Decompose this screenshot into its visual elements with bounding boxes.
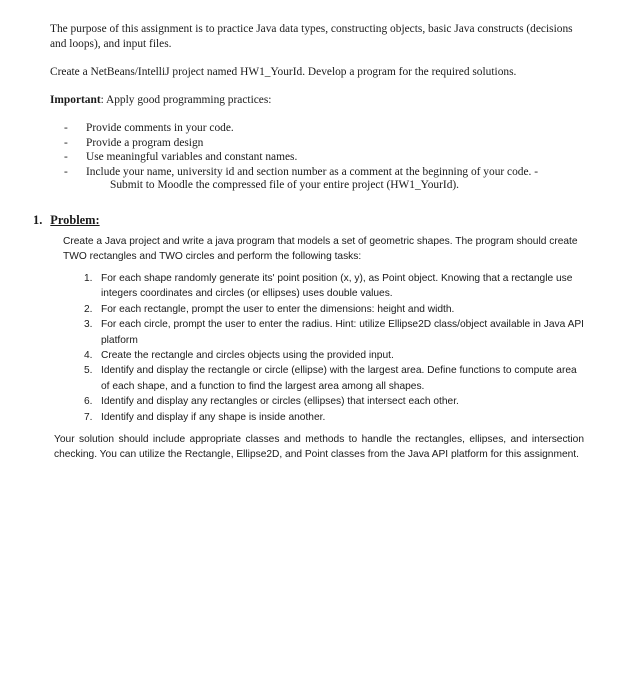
practice-item bbox=[64, 136, 584, 151]
submit-instruction: Submit to Moodle the compressed file of your entire project (HW1_YourId). bbox=[110, 179, 460, 191]
task-text: Identify and display any rectangles or circles (ellipses) that intersect each other. bbox=[101, 396, 459, 408]
task-number: 2. bbox=[84, 303, 93, 315]
solution-paragraph: Your solution should include appropriate classes and methods to handle the rectangles, ellipses, and intersection checking. You can utilize the Rectangle, Ellipse2D, and Point classes from the Java API platform for this assignment. bbox=[54, 434, 584, 461]
practice-item bbox=[64, 121, 584, 136]
task-number: 5. bbox=[84, 365, 93, 377]
task-intro-paragraph: Create a Java project and write a java program that models a set of geometric shapes. The program should create TWO rectangles and TWO circles and perform the following tasks: bbox=[63, 236, 578, 263]
task-text: For each shape randomly generate its' point position (x, y), as Point object. Knowing that a rectangle use integers coordinates and circles (or ellipses) uses double values. bbox=[101, 273, 573, 300]
tasks-list bbox=[84, 271, 584, 425]
bullet-dash: - bbox=[64, 165, 68, 178]
practice-text: Use meaningful variables and constant names. bbox=[86, 151, 298, 163]
important-paragraph bbox=[50, 93, 585, 108]
task-number: 6. bbox=[84, 396, 93, 408]
task-text: Create the rectangle and circles objects using the provided input. bbox=[101, 350, 394, 362]
important-label: Important bbox=[50, 94, 101, 106]
bullet-dash: - bbox=[64, 151, 68, 163]
task-item bbox=[84, 317, 584, 348]
practice-text: Provide a program design bbox=[86, 136, 204, 149]
task-item bbox=[84, 363, 584, 394]
task-text: Identify and display the rectangle or circle (ellipse) with the largest area. Define functions to compute area of each shape, and a function to find the largest area among all shapes. bbox=[101, 365, 577, 392]
create-project-paragraph: Create a NetBeans/IntelliJ project named HW1_YourId. Develop a program for the required solutions. bbox=[50, 66, 517, 78]
task-item bbox=[84, 302, 584, 317]
important-text: : Apply good programming practices: bbox=[100, 94, 272, 106]
task-item bbox=[84, 271, 584, 302]
practice-item bbox=[64, 150, 584, 165]
problem-number: 1. bbox=[33, 213, 43, 227]
task-text: For each rectangle, prompt the user to enter the dimensions: height and width. bbox=[101, 303, 455, 315]
bullet-dash: - bbox=[64, 122, 68, 134]
task-number: 4. bbox=[84, 350, 93, 362]
problem-heading bbox=[33, 213, 100, 228]
intro-paragraph: The purpose of this assignment is to practice Java data types, constructing objects, basic Java constructs (decisions and loops), and input files. bbox=[50, 23, 573, 50]
task-item bbox=[84, 410, 584, 425]
task-number: 3. bbox=[84, 319, 93, 331]
problem-title: Problem: bbox=[50, 213, 100, 227]
task-text: Identify and display if any shape is inside another. bbox=[101, 411, 326, 423]
task-item bbox=[84, 348, 584, 363]
task-text: For each circle, prompt the user to enter the radius. Hint: utilize Ellipse2D class/object available in Java API platform bbox=[101, 319, 585, 346]
task-number: 7. bbox=[84, 411, 93, 423]
task-number: 1. bbox=[84, 273, 93, 284]
practice-text: Include your name, university id and section number as a comment at the beginning of your code. - bbox=[86, 165, 539, 178]
practice-item bbox=[64, 165, 584, 180]
task-item bbox=[84, 394, 584, 409]
practice-text: Provide comments in your code. bbox=[86, 122, 234, 134]
bullet-dash: - bbox=[64, 136, 68, 149]
practices-list bbox=[64, 121, 584, 179]
